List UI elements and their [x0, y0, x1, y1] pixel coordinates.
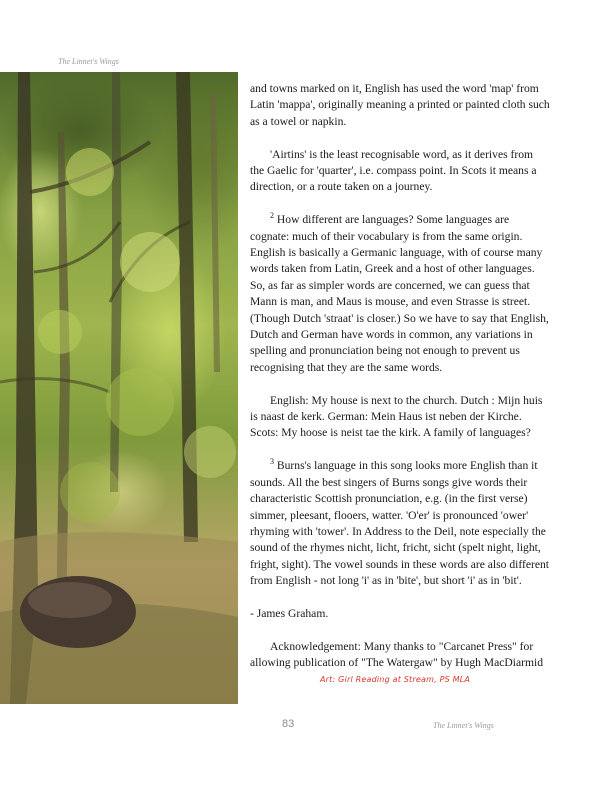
art-credit: Art: Girl Reading at Stream, PS MLA	[320, 675, 471, 684]
footnote-paragraph	[250, 458, 550, 589]
footnote-marker: 2	[270, 211, 274, 221]
article-paragraph: English: My house is next to the church. Dutch : Mijn huis is naast de kerk. German: Mein Haus ist neben der Kirche. Scots: My hoose is neist tae the kirk. A family of languages?	[250, 393, 543, 440]
forest-painting-strokes	[0, 72, 238, 704]
footer-title: The Linnet's Wings	[433, 721, 494, 730]
footnote-paragraph	[250, 212, 550, 376]
page-number: 83	[282, 718, 295, 730]
footnote-marker: 3	[270, 457, 274, 467]
article-paragraph: and towns marked on it, English has used the word 'map' from Latin 'mappa', originally meaning a printed or painted cloth such as a towel or napkin.	[250, 82, 550, 128]
forest-painting	[0, 72, 238, 704]
article-body	[250, 81, 550, 688]
running-head: The Linnet's Wings	[58, 57, 119, 66]
acknowledgement: Acknowledgement: Many thanks to "Carcanet Press" for allowing publication of "The Watergaw" by Hugh MacDiarmid	[250, 639, 544, 670]
footnote-text: How different are languages? Some languages are cognate: much of their vocabulary is from the same origin. English is basically a Germanic language, with of course many words taken from Latin, Greek and a host of other languages. So, as far as simpler words are concerned, we can guess that Mann is man, and Maus is mouse, and even Strasse is street. (Though Dutch 'straat' is closer.) So we have to say that English, Dutch and German have words in common, any variations in spelling and pronunciation being not enough to prevent us recognising that they are the same words.	[250, 213, 549, 374]
footnote-text: Burns's language in this song looks more English than it sounds. All the best singers of Burns songs give words their characteristic Scottish pronunciation, e.g. (in the first verse) simmer, pleesant, flooers, watter. 'O'er' is pronounced 'ower' rhyming with 'tower'. In Address to the Deil, note especially the sound of the rhymes nicht, licht, fricht, sicht (spelt night, light, fright, sight). The vowel sounds in these words are also different from English - not long 'i' as in 'bite', but short 'i' as in 'bit'.	[250, 459, 550, 588]
author-signature: - James Graham.	[250, 606, 329, 620]
article-paragraph: 'Airtins' is the least recognisable word, as it derives from the Gaelic for 'quarter', i.e. compass point. In Scots it means a direction, or a route taken on a journey.	[250, 147, 537, 194]
